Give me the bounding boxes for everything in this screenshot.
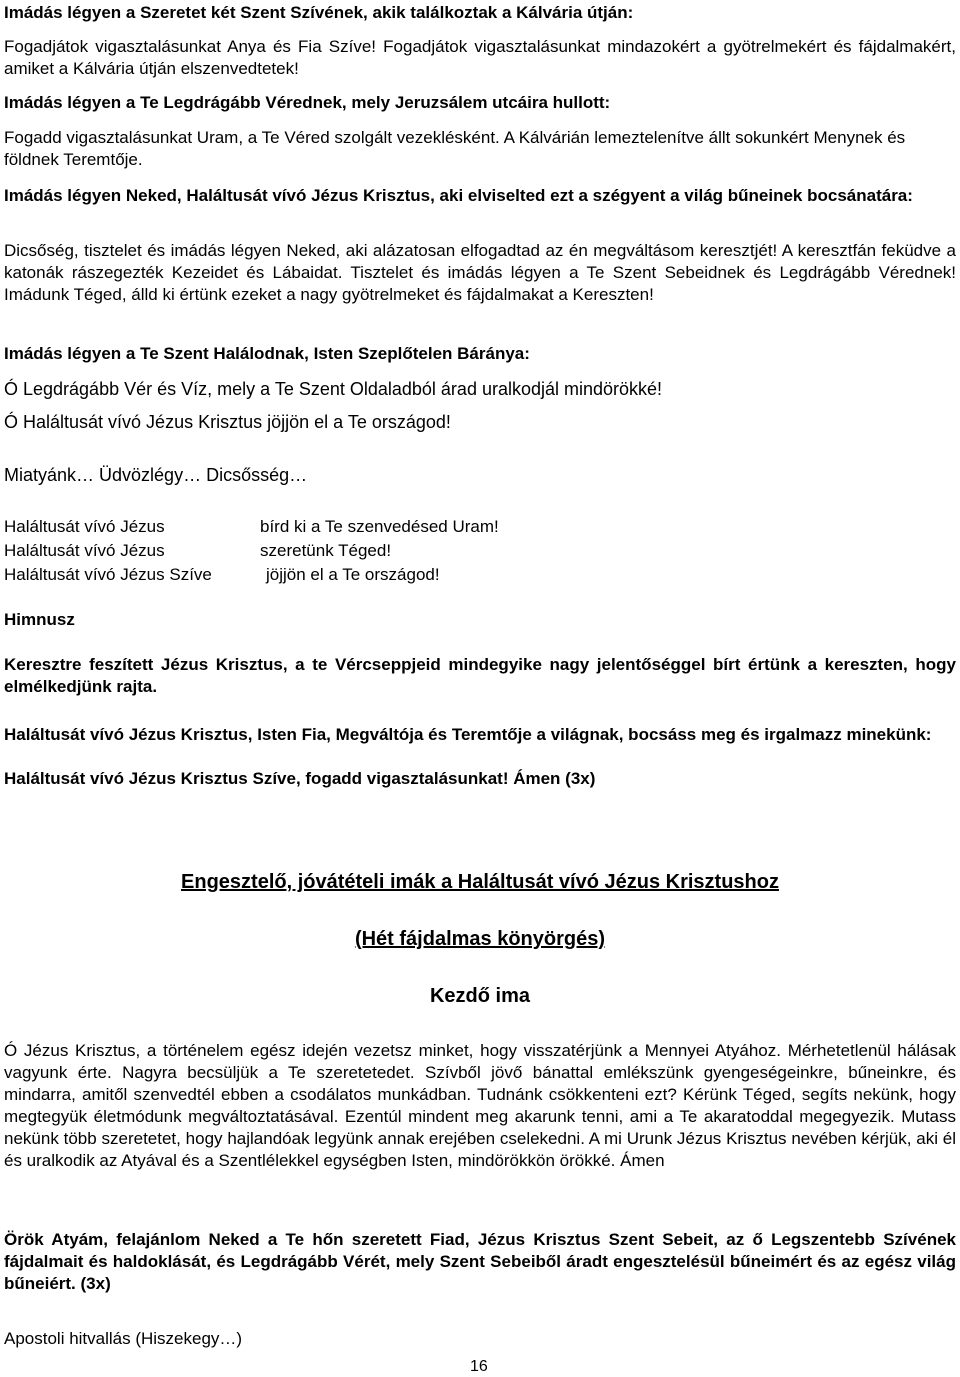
section-title: Engesztelő, jóvátételi imák a Haláltusát vívó Jézus Krisztushoz — [181, 871, 779, 893]
litany-row — [4, 516, 499, 538]
section-heading: Kezdő ima — [429, 985, 531, 1007]
paragraph-consolation-2: Fogadd vigasztalásunkat Uram, a Te Véred szolgált vezeklésként. A Kálvárián lemeztelenítve állt sokunkért Menynek és földnek Teremtője. — [4, 128, 906, 169]
closing-prayer-1: Haláltusát vívó Jézus Krisztus, Isten Fia, Megváltója és Teremtője a világnak, bocsáss meg és irgalmazz minekünk: — [4, 725, 932, 744]
offering-prayer: Örök Atyám, felajánlom Neked a Te hőn szeretett Fiad, Jézus Krisztus Szent Sebeit, az ő Legszentebb Szívének fájdalmait és haldoklását, és Legdrágább Vérét, mely Szent Sebeiből áradt engesztelésül bűneimért és az egész világ bűneiért. (3x) — [4, 1230, 956, 1293]
litany-response: jöjjön el a Te országod! — [266, 565, 440, 584]
litany-row — [4, 540, 392, 562]
adoration-heading-3: Imádás légyen Neked, Haláltusát vívó Jézus Krisztus, aki elviselted ezt a szégyent a világ bűneinek bocsánatára: — [4, 186, 913, 205]
litany-invocation: Haláltusát vívó Jézus — [4, 517, 165, 536]
litany-response: bírd ki a Te szenvedésed Uram! — [260, 517, 499, 536]
hymn-text: Keresztre feszített Jézus Krisztus, a te Vércseppjeid mindegyike nagy jelentőséggel bírt értünk a kereszten, hogy elmélkedjünk rajta. — [4, 655, 956, 696]
creed-reference: Apostoli hitvallás (Hiszekegy…) — [4, 1329, 243, 1348]
paragraph-kingdom: Ó Haláltusát vívó Jézus Krisztus jöjjön el a Te országod! — [4, 412, 451, 432]
prayers-list: Miatyánk… Üdvözlégy… Dicsősség… — [4, 465, 308, 485]
litany-invocation: Haláltusát vívó Jézus Szíve — [4, 565, 212, 584]
hymn-heading: Himnusz — [4, 610, 75, 629]
paragraph-glory: Dicsőség, tisztelet és imádás légyen Neked, aki alázatosan elfogadtad az én megváltásom keresztjét! A keresztfán feküdve a katonák rászegezték Kezeidet és Lábaidat. Tisztelet és imádás légyen a Te Szent Sebeidnek és Legdrágább Vérednek! Imádunk Téged, álld ki értünk ezeket a nagy gyötrelmeket és fájdalmakat a Kereszten! — [4, 241, 956, 304]
litany-invocation: Haláltusát vívó Jézus — [4, 541, 165, 560]
litany-response: szeretünk Téged! — [260, 541, 392, 560]
section-subtitle: (Hét fájdalmas könyörgés) — [354, 928, 606, 950]
litany-row — [4, 564, 440, 586]
adoration-heading-2: Imádás légyen a Te Legdrágább Vérednek, mely Jeruzsálem utcáira hullott: — [4, 93, 611, 112]
adoration-heading-1: Imádás légyen a Szeretet két Szent Szívének, akik találkoztak a Kálvária útján: — [4, 3, 634, 22]
opening-prayer: Ó Jézus Krisztus, a történelem egész idején vezetsz minket, hogy visszatérjünk a Mennyei Atyához. Mérhetetlenül hálásak vagyunk érte. Nagyra becsüljük a Te szeretetedet. Szívből jövő bánattal emlékszünk gyengeségeinkre, bűneinkre, és mindarra, amitől szenvedtél ebben a csodálatos munkádban. Tudnánk csökkenteni ezt? Kérünk Téged, segíts nekünk, hogy megtegyük életmódunk megváltoztatásával. Ezentúl mindent meg akarunk tenni, ami a Te akaratoddal megegyezik. Mutass nekünk több szeretetet, hogy hajlandóak legyünk annak erejében cselekedni. A mi Urunk Jézus Krisztus nevében kérjük, aki él és uralkodik az Atyával és a Szentlélekkel egységben Isten, mindörökkön örökké. Ámen — [4, 1041, 956, 1170]
paragraph-blood-water: Ó Legdrágább Vér és Víz, mely a Te Szent Oldaladból árad uralkodjál mindörökké! — [4, 379, 663, 399]
adoration-heading-4: Imádás légyen a Te Szent Halálodnak, Isten Szeplőtelen Báránya: — [4, 344, 530, 363]
closing-prayer-2: Haláltusát vívó Jézus Krisztus Szíve, fogadd vigasztalásunkat! Ámen (3x) — [4, 769, 596, 788]
paragraph-consolation-1: Fogadjátok vigasztalásunkat Anya és Fia Szíve! Fogadjátok vigasztalásunkat mindazokért a gyötrelmekért és fájdalmakért, amiket a Kálvária útján elszenvedtetek! — [4, 37, 956, 78]
page-number: 16 — [470, 1358, 488, 1375]
